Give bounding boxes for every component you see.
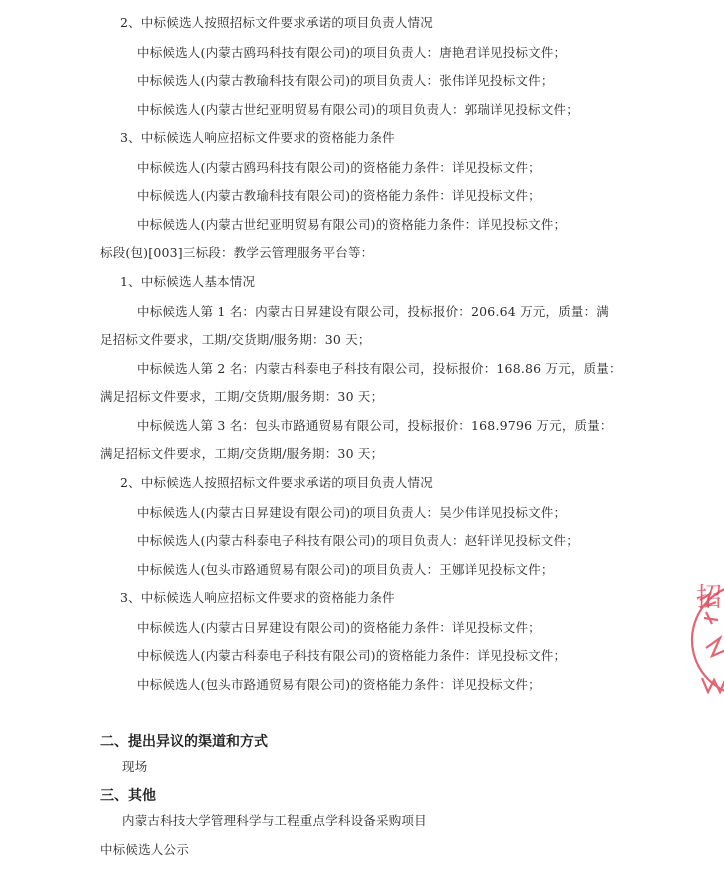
section-heading-3: 3、中标候选人响应招标文件要求的资格能力条件 [120, 590, 395, 605]
paragraph-line: 内蒙古科技大学管理科学与工程重点学科设备采购项目 [122, 813, 427, 828]
paragraph-line: 中标候选人(内蒙古鸥玛科技有限公司)的项目负责人：唐艳君详见投标文件； [137, 45, 567, 60]
paragraph-line: 中标候选人(内蒙古科泰电子科技有限公司)的项目负责人：赵轩详见投标文件； [137, 533, 579, 548]
section-heading-2: 2、中标候选人按照招标文件要求承诺的项目负责人情况 [120, 475, 433, 490]
paragraph-line: 满足招标文件要求，工期/交货期/服务期：30 天； [100, 446, 384, 461]
paragraph-line: 中标候选人第 3 名：包头市路通贸易有限公司，投标报价：168.9796 万元，质量： [137, 418, 613, 433]
paragraph-line: 中标候选人(包头市路通贸易有限公司)的项目负责人：王娜详见投标文件； [137, 562, 554, 577]
footer-line: 中标候选人公示 [100, 842, 189, 857]
paragraph-line: 满足招标文件要求，工期/交货期/服务期：30 天； [100, 389, 384, 404]
paragraph-line: 中标候选人(内蒙古日昇建设有限公司)的资格能力条件：详见投标文件； [137, 620, 541, 635]
paragraph-line: 中标候选人(内蒙古教瑜科技有限公司)的资格能力条件：详见投标文件； [137, 188, 541, 203]
paragraph-line: 中标候选人第 1 名：内蒙古日昇建设有限公司，投标报价：206.64 万元，质量：满 [137, 304, 610, 319]
stamp-character: 招 [696, 583, 723, 613]
section-title-other: 三、其他 [100, 788, 156, 804]
section-heading-3: 3、中标候选人响应招标文件要求的资格能力条件 [120, 130, 395, 145]
paragraph-line: 中标候选人(内蒙古教瑜科技有限公司)的项目负责人：张伟详见投标文件； [137, 73, 554, 88]
paragraph-line: 中标候选人(内蒙古鸥玛科技有限公司)的资格能力条件：详见投标文件； [137, 160, 541, 175]
paragraph-line: 中标候选人(内蒙古日昇建设有限公司)的项目负责人：吴少伟详见投标文件； [137, 505, 567, 520]
section-title-objection: 二、提出异议的渠道和方式 [100, 734, 268, 750]
section-heading-1: 1、中标候选人基本情况 [120, 274, 256, 289]
paragraph-line: 中标候选人(内蒙古世纪亚明贸易有限公司)的项目负责人：郭瑞详见投标文件； [137, 102, 579, 117]
paragraph-line: 中标候选人(内蒙古世纪亚明贸易有限公司)的资格能力条件：详见投标文件； [137, 217, 567, 232]
paragraph-line: 现场 [122, 759, 148, 774]
official-seal-stamp [686, 560, 724, 720]
paragraph-line: 中标候选人(包头市路通贸易有限公司)的资格能力条件：详见投标文件； [137, 677, 541, 692]
section-heading-2: 2、中标候选人按照招标文件要求承诺的项目负责人情况 [120, 15, 433, 30]
paragraph-line: 中标候选人第 2 名：内蒙古科泰电子科技有限公司，投标报价：168.86 万元，质量： [137, 361, 622, 376]
paragraph-line: 足招标文件要求，工期/交货期/服务期：30 天； [100, 332, 371, 347]
lot-title: 标段(包)[003]三标段：教学云管理服务平台等： [100, 245, 374, 260]
paragraph-line: 中标候选人(内蒙古科泰电子科技有限公司)的资格能力条件：详见投标文件； [137, 648, 567, 663]
